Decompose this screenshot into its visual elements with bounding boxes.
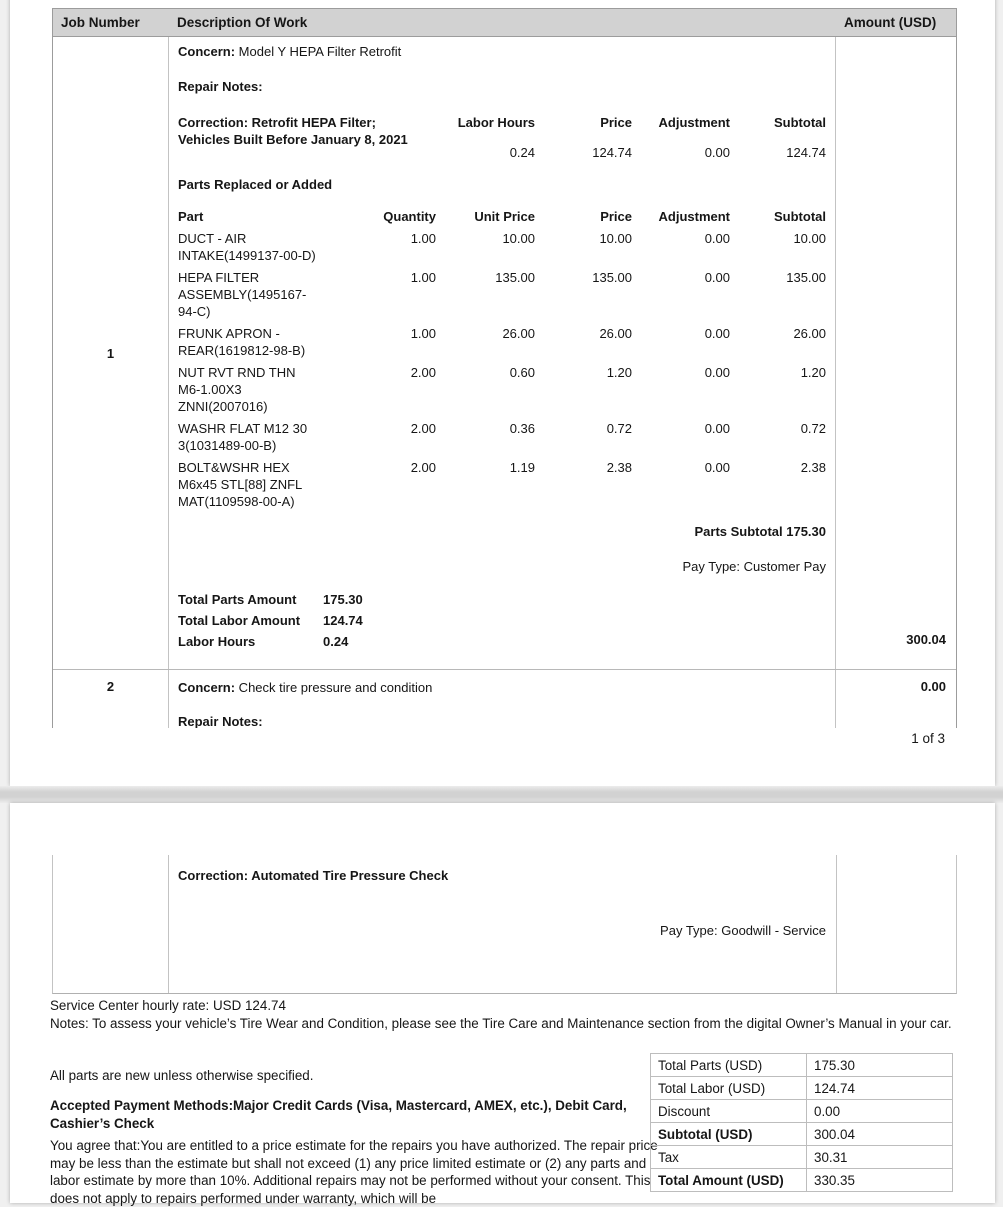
part-subtotal: 1.20 <box>800 365 826 380</box>
column-header-description: Description Of Work <box>177 15 308 30</box>
job-row-2 <box>53 670 956 728</box>
totals-value: 124.74 <box>807 1077 953 1100</box>
jobs-table <box>52 8 957 728</box>
job2-correction: Correction: Automated Tire Pressure Check <box>178 868 449 883</box>
part-qty: 2.00 <box>410 460 436 475</box>
part-adjustment: 0.00 <box>704 421 730 436</box>
job1-concern <box>178 43 827 60</box>
totals-value: 175.30 <box>807 1054 953 1077</box>
part-unit-price: 10.00 <box>502 231 535 246</box>
labor-value-adjustment: 0.00 <box>704 145 730 160</box>
part-subtotal: 10.00 <box>793 231 826 246</box>
part-adjustment: 0.00 <box>704 326 730 341</box>
part-qty: 2.00 <box>410 365 436 380</box>
column-header-job-number: Job Number <box>61 15 140 30</box>
job2-repair-notes-label: Repair Notes: <box>178 714 263 728</box>
totals-label: Discount <box>651 1100 807 1123</box>
part-unit-price: 0.60 <box>509 365 535 380</box>
job1-total-parts-value: 175.30 <box>323 592 363 607</box>
column-header-amount: Amount (USD) <box>844 15 937 30</box>
part-name: DUCT - AIR INTAKE(1499137-00-D) <box>178 231 316 263</box>
totals-value: 300.04 <box>807 1123 953 1146</box>
part-adjustment: 0.00 <box>704 270 730 285</box>
parts-header-subtotal: Subtotal <box>774 209 826 224</box>
notes-line: Notes: To assess your vehicle’s Tire Wear and Condition, please see the Tire Care and Maintenance section from the digital Owner’s Manual in your car. <box>50 1016 952 1031</box>
agreement-text: You agree that:You are entitled to a price estimate for the repairs you have authorized. The repair price may be less than the estimate but shall not exceed (1) any price limited estimate or (2) any parts and labor estimate by more than 10%. Additional repairs may not be performed without your consent. This does not apply to repairs performed under warranty, which will be <box>50 1138 658 1206</box>
job2-description-cell <box>169 670 836 728</box>
parts-row <box>178 459 827 510</box>
labor-value-price: 124.74 <box>592 145 632 160</box>
part-price: 10.00 <box>599 231 632 246</box>
parts-row <box>178 269 827 320</box>
labor-header-price: Price <box>600 115 632 130</box>
job2-concern-text: Check tire pressure and condition <box>235 680 433 695</box>
totals-row-tax <box>651 1146 953 1169</box>
parts-row <box>178 420 827 454</box>
part-adjustment: 0.00 <box>704 231 730 246</box>
part-name: HEPA FILTER ASSEMBLY(1495167-94-C) <box>178 270 307 319</box>
part-price: 135.00 <box>592 270 632 285</box>
parts-new-line: All parts are new unless otherwise specified. <box>50 1068 314 1083</box>
totals-row-labor <box>651 1077 953 1100</box>
totals-value: 330.35 <box>807 1169 953 1192</box>
part-name: BOLT&WSHR HEX M6x45 STL[88] ZNFL MAT(1109598-00-A) <box>178 460 302 509</box>
part-price: 26.00 <box>599 326 632 341</box>
part-qty: 2.00 <box>410 421 436 436</box>
totals-row-subtotal <box>651 1123 953 1146</box>
parts-row <box>178 325 827 359</box>
labor-value-hours: 0.24 <box>509 145 535 160</box>
part-qty: 1.00 <box>410 326 436 341</box>
part-price: 2.38 <box>606 460 632 475</box>
part-name: WASHR FLAT M12 30 3(1031489-00-B) <box>178 421 308 453</box>
invoice-page-2 <box>10 803 995 1206</box>
page-indicator: 1 of 3 <box>911 731 945 746</box>
labor-value-subtotal: 124.74 <box>786 145 826 160</box>
page-gap-divider <box>0 786 1003 803</box>
part-adjustment: 0.00 <box>704 460 730 475</box>
job1-total-parts-label: Total Parts Amount <box>178 592 297 607</box>
job2-amount: 0.00 <box>920 679 946 694</box>
job1-number: 1 <box>53 37 169 669</box>
job1-total-labor-value: 124.74 <box>323 613 363 628</box>
parts-header-unit-price: Unit Price <box>474 209 535 224</box>
part-price: 1.20 <box>606 365 632 380</box>
job2-pay-type: Pay Type: Goodwill - Service <box>660 923 826 938</box>
totals-label: Total Amount (USD) <box>651 1169 807 1192</box>
invoice-totals-table <box>650 1053 953 1192</box>
jobs-table-header-row <box>53 9 956 37</box>
part-unit-price: 26.00 <box>502 326 535 341</box>
part-unit-price: 1.19 <box>509 460 535 475</box>
job1-correction: Correction: Retrofit HEPA Filter; Vehicles Built Before January 8, 2021 <box>178 115 408 147</box>
part-subtotal: 2.38 <box>800 460 826 475</box>
totals-row-parts <box>651 1054 953 1077</box>
job2-concern-label: Concern: <box>178 680 236 695</box>
job-row-1 <box>53 37 956 670</box>
invoice-page-1 <box>10 0 995 786</box>
job2-concern <box>178 679 827 696</box>
part-unit-price: 135.00 <box>495 270 535 285</box>
job1-labor-hours-value: 0.24 <box>323 634 349 649</box>
part-subtotal: 135.00 <box>786 270 826 285</box>
job1-totals <box>178 591 827 650</box>
part-unit-price: 0.36 <box>509 421 535 436</box>
job1-total-labor-label: Total Labor Amount <box>178 613 301 628</box>
totals-label: Tax <box>651 1146 807 1169</box>
parts-header-adjustment: Adjustment <box>658 209 730 224</box>
parts-subtotal: Parts Subtotal 175.30 <box>694 524 826 539</box>
part-subtotal: 0.72 <box>800 421 826 436</box>
part-name: NUT RVT RND THN M6-1.00X3 ZNNI(2007016) <box>178 365 296 414</box>
parts-row <box>178 364 827 415</box>
part-qty: 1.00 <box>410 231 436 246</box>
parts-header-part: Part <box>178 209 204 224</box>
job1-labor-hours-label: Labor Hours <box>178 634 256 649</box>
totals-value: 0.00 <box>807 1100 953 1123</box>
totals-row-total-amount <box>651 1169 953 1192</box>
job1-concern-label: Concern: <box>178 44 236 59</box>
payment-methods-line: Accepted Payment Methods:Major Credit Cards (Visa, Mastercard, AMEX, etc.), Debit Card, Cashier’s Check <box>50 1098 627 1131</box>
parts-table-header <box>178 208 827 225</box>
job2-number: 2 <box>53 670 169 728</box>
job2-continued-description-cell <box>169 855 836 993</box>
job1-repair-notes-label: Repair Notes: <box>178 79 263 94</box>
parts-row <box>178 230 827 264</box>
parts-header-price: Price <box>600 209 632 224</box>
totals-value: 30.31 <box>807 1146 953 1169</box>
parts-header-quantity: Quantity <box>383 209 436 224</box>
totals-label: Total Labor (USD) <box>651 1077 807 1100</box>
part-subtotal: 26.00 <box>793 326 826 341</box>
totals-label: Total Parts (USD) <box>651 1054 807 1077</box>
job1-amount: 300.04 <box>906 632 946 647</box>
parts-section-title: Parts Replaced or Added <box>178 177 333 192</box>
job2-continued-amount-cell <box>836 855 956 993</box>
job1-description-cell <box>169 37 836 669</box>
labor-header-adjustment: Adjustment <box>658 115 730 130</box>
hourly-rate-line: Service Center hourly rate: USD 124.74 <box>50 998 286 1013</box>
part-qty: 1.00 <box>410 270 436 285</box>
part-adjustment: 0.00 <box>704 365 730 380</box>
labor-header-hours: Labor Hours <box>457 115 535 130</box>
job2-continued-table <box>52 855 957 994</box>
labor-header-subtotal: Subtotal <box>774 115 826 130</box>
job2-continued-number-cell <box>53 855 169 993</box>
totals-row-discount <box>651 1100 953 1123</box>
part-price: 0.72 <box>606 421 632 436</box>
job1-labor-table <box>178 114 827 161</box>
job1-pay-type: Pay Type: Customer Pay <box>682 559 826 574</box>
part-name: FRUNK APRON - REAR(1619812-98-B) <box>178 326 306 358</box>
totals-label: Subtotal (USD) <box>651 1123 807 1146</box>
job1-concern-text: Model Y HEPA Filter Retrofit <box>235 44 402 59</box>
